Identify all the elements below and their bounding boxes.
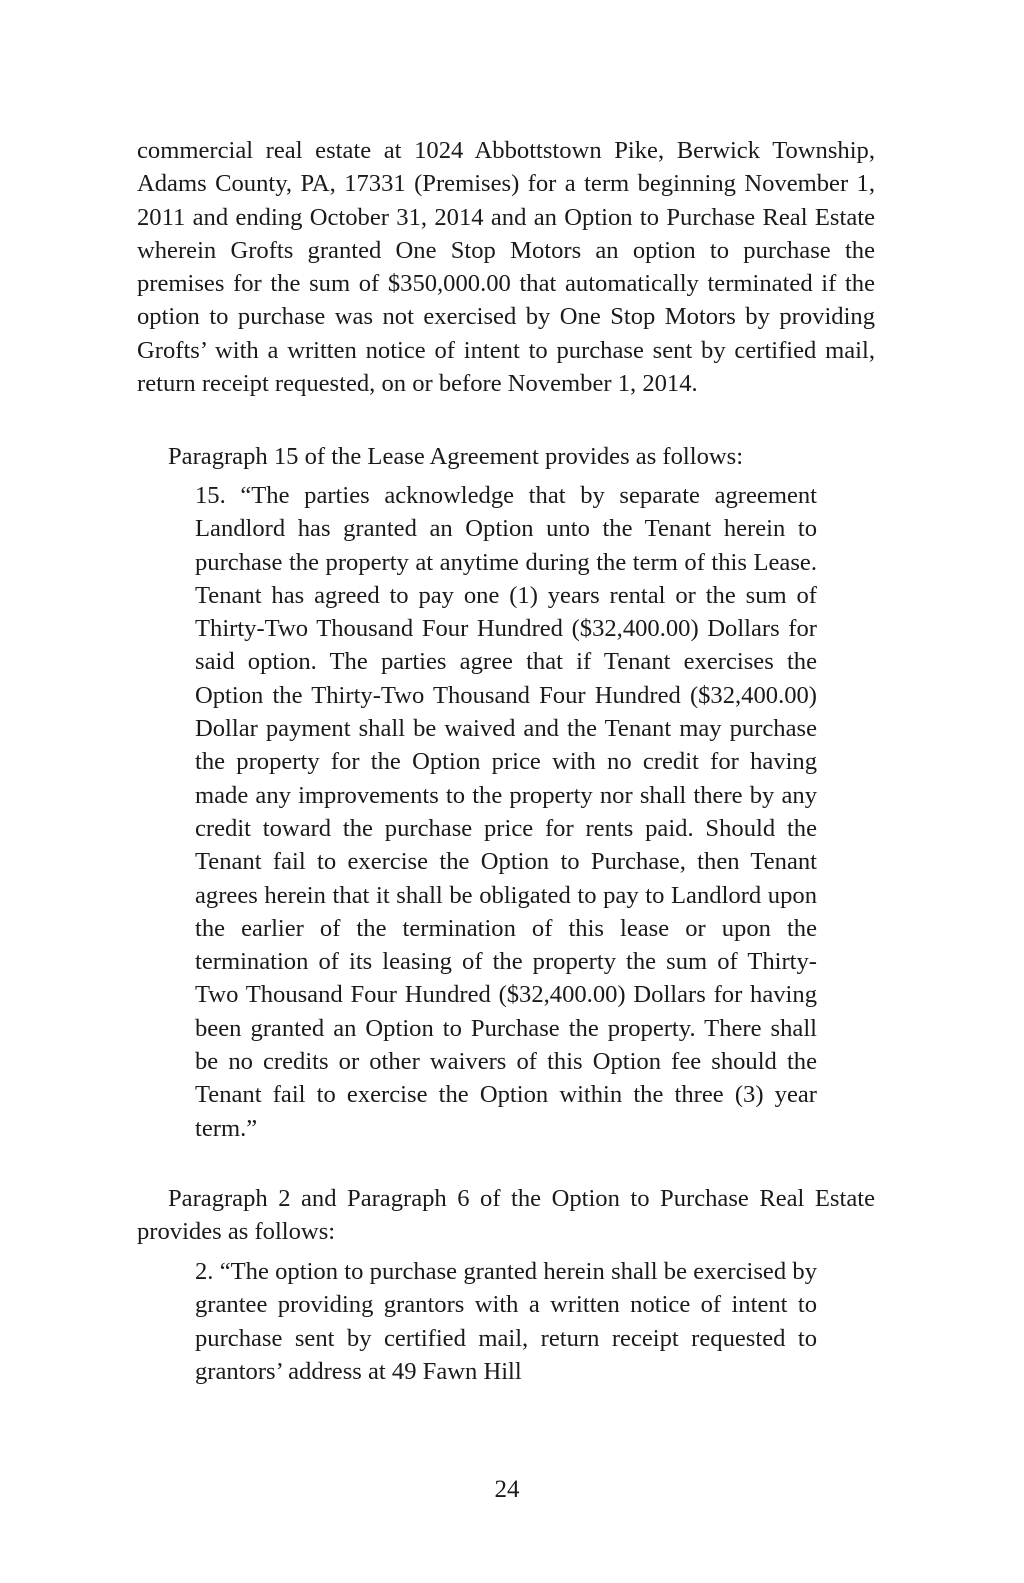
paragraph-text: Paragraph 15 of the Lease Agreement provides as follows:: [168, 443, 744, 470]
paragraph-text: commercial real estate at 1024 Abbottstown Pike, Berwick Township, Adams County, PA, 17331 (Premises) for a term beginning November 1, 2011 and ending October 31, 2014 and an Option to Purchase Real Estate wherein Grofts granted One Stop Motors an option to purchase the premises for the sum of $350,000.00 that automatically terminated if the option to purchase was not exercised by One Stop Motors by providing Grofts’ with a written notice of intent to purchase sent by certified mail, return receipt requested, on or before November 1, 2014.: [137, 137, 875, 398]
page-number: 24: [494, 1476, 520, 1503]
option-intro-paragraph: [137, 1182, 875, 1249]
lease-intro-paragraph: [137, 440, 875, 473]
quote-text: 2. “The option to purchase granted herein shall be exercised by grantee providing grantors with a written notice of intent to purchase sent by certified mail, return receipt requested to grantors’ address at 49 Fawn Hill: [195, 1258, 817, 1385]
paragraph-text: Paragraph 2 and Paragraph 6 of the Option to Purchase Real Estate provides as follows:: [137, 1185, 875, 1246]
option-block-quote: [195, 1255, 817, 1388]
lease-block-quote: [195, 479, 817, 1145]
body-paragraph-continuation: [137, 134, 875, 400]
quote-text: 15. “The parties acknowledge that by separate agreement Landlord has granted an Option unto the Tenant herein to purchase the property at anytime during the term of this Lease. Tenant has agreed to pay one (1) years rental or the sum of Thirty-Two Thousand Four Hundred ($32,400.00) Dollars for said option. The parties agree that if Tenant exercises the Option the Thirty-Two Thousand Four Hundred ($32,400.00) Dollar payment shall be waived and the Tenant may purchase the property for the Option price with no credit for having made any improvements to the property nor shall there by any credit toward the purchase price for rents paid. Should the Tenant fail to exercise the Option to Purchase, then Tenant agrees herein that it shall be obligated to pay to Landlord upon the earlier of the termination of this lease or upon the termination of its leasing of the property the sum of Thirty-Two Thousand Four Hundred ($32,400.00) Dollars for having been granted an Option to Purchase the property. There shall be no credits or other waivers of this Option fee should the Tenant fail to exercise the Option within the three (3) year term.”: [195, 482, 817, 1142]
